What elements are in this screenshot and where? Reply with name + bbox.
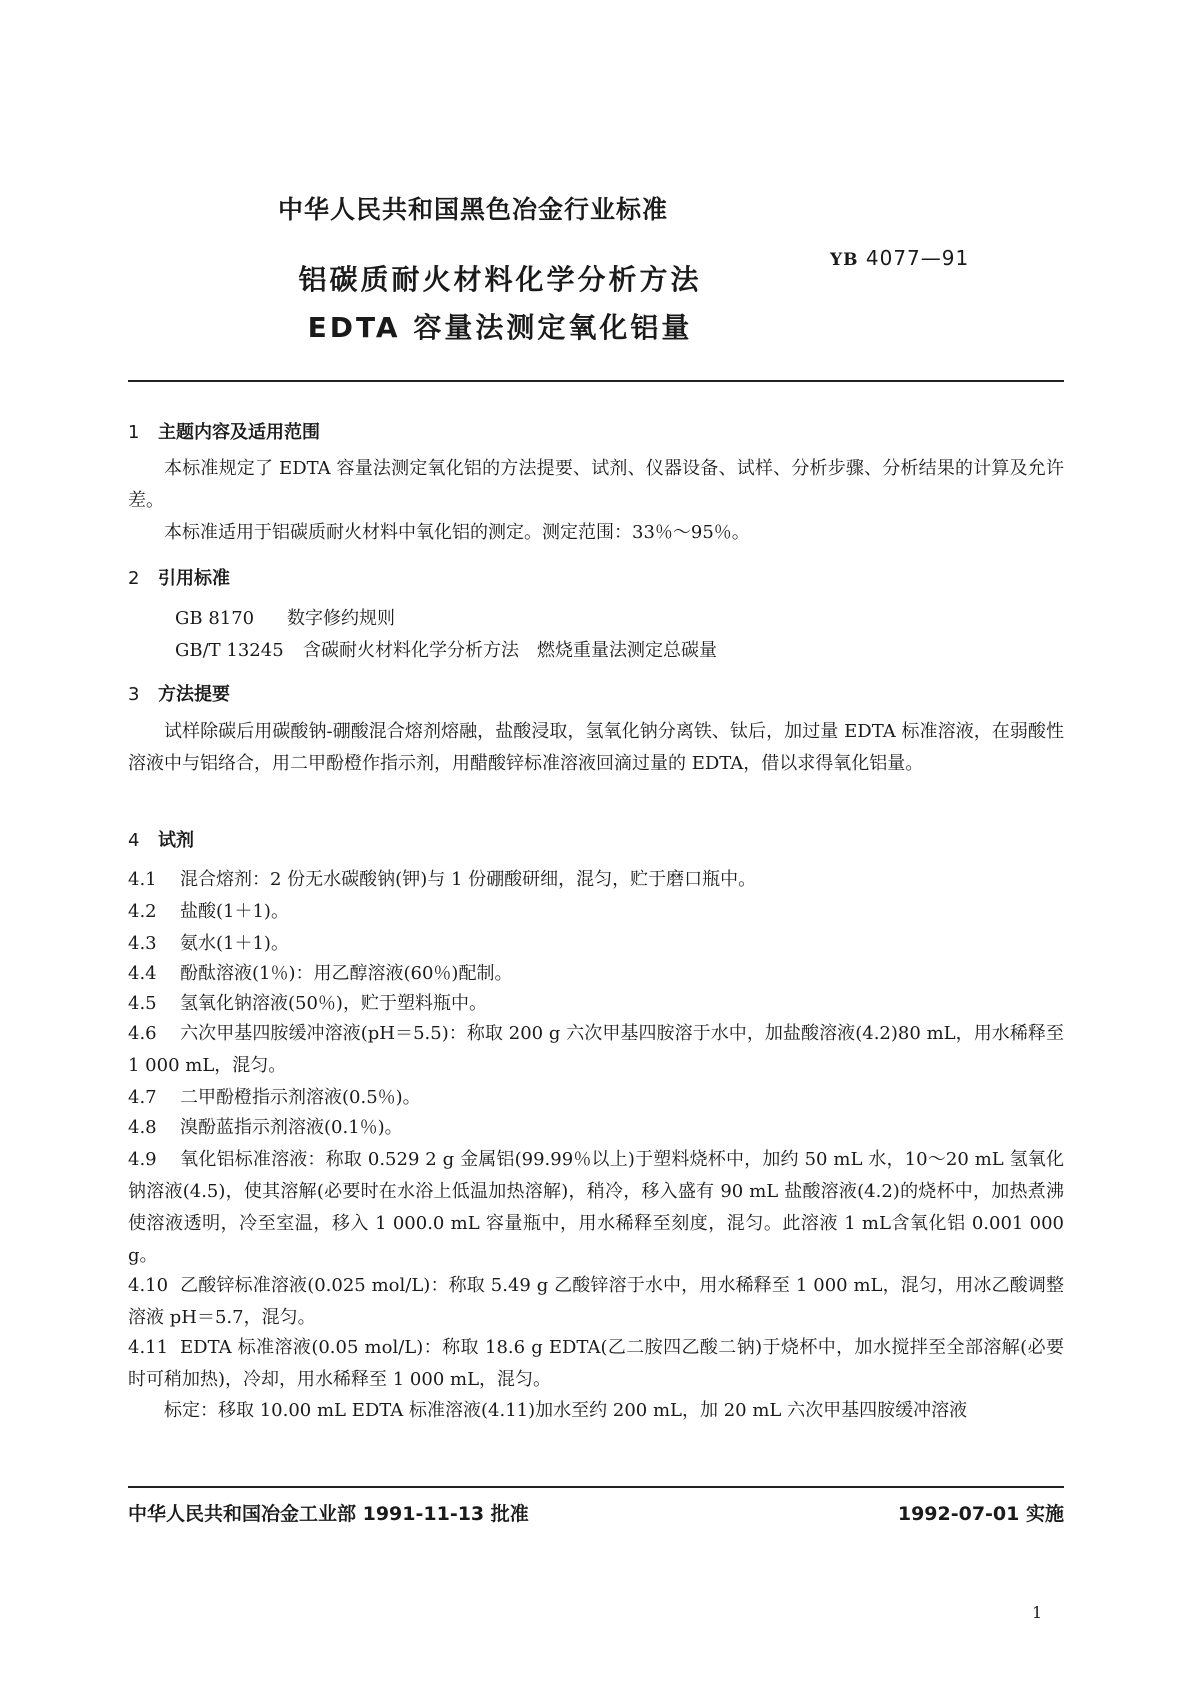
reagent-item (128, 1082, 1064, 1114)
reagent-item (128, 1112, 1064, 1144)
section-number: 2 (128, 568, 140, 589)
reagent-item (128, 896, 1064, 928)
item-number: 4.1 (128, 869, 157, 890)
reagent-item (128, 1018, 1064, 1082)
item-text: 溴酚蓝指示剂溶液(0.1％)。 (180, 1117, 403, 1138)
item-number: 4.9 (128, 1149, 157, 1170)
section-title: 引用标准 (158, 568, 230, 589)
section-3-paragraph: 试样除碳后用碳酸钠-硼酸混合熔剂熔融，盐酸浸取，氢氧化钠分离铁、钛后，加过量 EDTA 标准溶液，在弱酸性溶液中与铝络合，用二甲酚橙作指示剂，用醋酸锌标准溶液回滴过量的 EDTA，借以求得氧化铝量。 (128, 721, 1064, 774)
item-text: 乙酸锌标准溶液(0.025 mol/L)：称取 5.49 g 乙酸锌溶于水中，用水稀释至 1 000 mL，混匀，用冰乙酸调整溶液 pH＝5.7，混匀。 (128, 1275, 1064, 1328)
section-title: 主题内容及适用范围 (158, 422, 320, 443)
section-3-heading (128, 680, 230, 706)
reagent-item (128, 988, 1064, 1020)
section-2-heading (128, 564, 230, 590)
item-number: 4.4 (128, 963, 157, 984)
section-number: 4 (128, 830, 140, 851)
approval-note: 中华人民共和国冶金工业部 1991-11-13 批准 (128, 1503, 529, 1525)
item-text: 氧化铝标准溶液：称取 0.529 2 g 金属铝(99.99％以上)于塑料烧杯中，加约 50 mL 水，10～20 mL 氢氧化钠溶液(4.5)，使其溶解(必要时在水浴上低温加热溶解)，稍冷，移入盛有 90 mL 盐酸溶液(4.2)的烧杯中，加热煮沸使溶液透明，冷至室温，移入 1 000.0 mL 容量瓶中，用水稀释至刻度，混匀。此溶液 1 mL含氧化铝 0.001 000 g。 (128, 1149, 1064, 1266)
calibration-paragraph: 标定：移取 10.00 mL EDTA 标准溶液(4.11)加水至约 200 mL，加 20 mL 六次甲基四胺缓冲溶液 (164, 1400, 968, 1421)
reagent-item (128, 928, 1064, 960)
item-text: 氨水(1＋1)。 (180, 933, 289, 954)
section-number: 3 (128, 684, 140, 705)
item-text: 混合熔剂：2 份无水碳酸钠(钾)与 1 份硼酸研细，混匀，贮于磨口瓶中。 (180, 869, 757, 890)
item-text: 酚酞溶液(1％)：用乙醇溶液(60％)配制。 (180, 963, 513, 984)
item-number: 4.6 (128, 1023, 157, 1044)
code-prefix: YB (830, 250, 859, 270)
section-number: 1 (128, 422, 140, 443)
section-title: 试剂 (158, 830, 194, 851)
reference-name: 含碳耐火材料化学分析方法 燃烧重量法测定总碳量 (303, 640, 717, 661)
reference-name: 数字修约规则 (287, 608, 395, 629)
item-number: 4.10 (128, 1275, 169, 1296)
item-number: 4.5 (128, 993, 157, 1014)
footer-divider (128, 1486, 1064, 1488)
item-text: 六次甲基四胺缓冲溶液(pH＝5.5)：称取 200 g 六次甲基四胺溶于水中，加盐酸溶液(4.2)80 mL，用水稀释至 1 000 mL，混匀。 (128, 1023, 1064, 1076)
item-number: 4.2 (128, 901, 157, 922)
footer (128, 1499, 1064, 1526)
reagent-item (128, 958, 1064, 990)
section-1-paragraph-2: 本标准适用于铝碳质耐火材料中氧化铝的测定。测定范围：33％～95％。 (164, 522, 750, 543)
item-text: 盐酸(1＋1)。 (180, 901, 289, 922)
item-number: 4.8 (128, 1117, 157, 1138)
header-divider (128, 380, 1064, 382)
item-text: 氢氧化钠溶液(50％)，贮于塑料瓶中。 (180, 993, 487, 1014)
effective-date: 1992-07-01 实施 (897, 1503, 1064, 1525)
item-number: 4.11 (128, 1337, 169, 1358)
reference-code: GB/T 13245 (175, 640, 284, 661)
reagent-item (128, 1332, 1064, 1396)
code-number: 4077—91 (865, 246, 970, 270)
issuer-title: 中华人民共和国黑色冶金行业标准 (278, 195, 669, 224)
doc-title-line1: 铝碳质耐火材料化学分析方法 (298, 263, 702, 296)
section-1-paragraph-1: 本标准规定了 EDTA 容量法测定氧化铝的方法提要、试剂、仪器设备、试样、分析步骤、分析结果的计算及允许差。 (128, 458, 1064, 511)
doc-title-line2: EDTA 容量法测定氧化铝量 (307, 311, 693, 344)
reagent-item (128, 864, 1064, 896)
standard-code (830, 246, 969, 270)
reagent-item (128, 1144, 1064, 1272)
item-number: 4.7 (128, 1087, 157, 1108)
section-1-heading (128, 418, 320, 444)
reference-item (175, 604, 395, 630)
reference-code: GB 8170 (175, 608, 255, 629)
page-number: 1 (1032, 1603, 1043, 1622)
section-title: 方法提要 (158, 684, 230, 705)
item-text: 二甲酚橙指示剂溶液(0.5％)。 (180, 1087, 421, 1108)
section-4-heading (128, 826, 194, 852)
item-text: EDTA 标准溶液(0.05 mol/L)：称取 18.6 g EDTA(乙二胺四乙酸二钠)于烧杯中，加水搅拌至全部溶解(必要时可稍加热)，冷却，用水稀释至 1 000 mL，混匀。 (128, 1337, 1064, 1390)
reference-item (175, 636, 717, 662)
reagent-item (128, 1270, 1064, 1334)
item-number: 4.3 (128, 933, 157, 954)
